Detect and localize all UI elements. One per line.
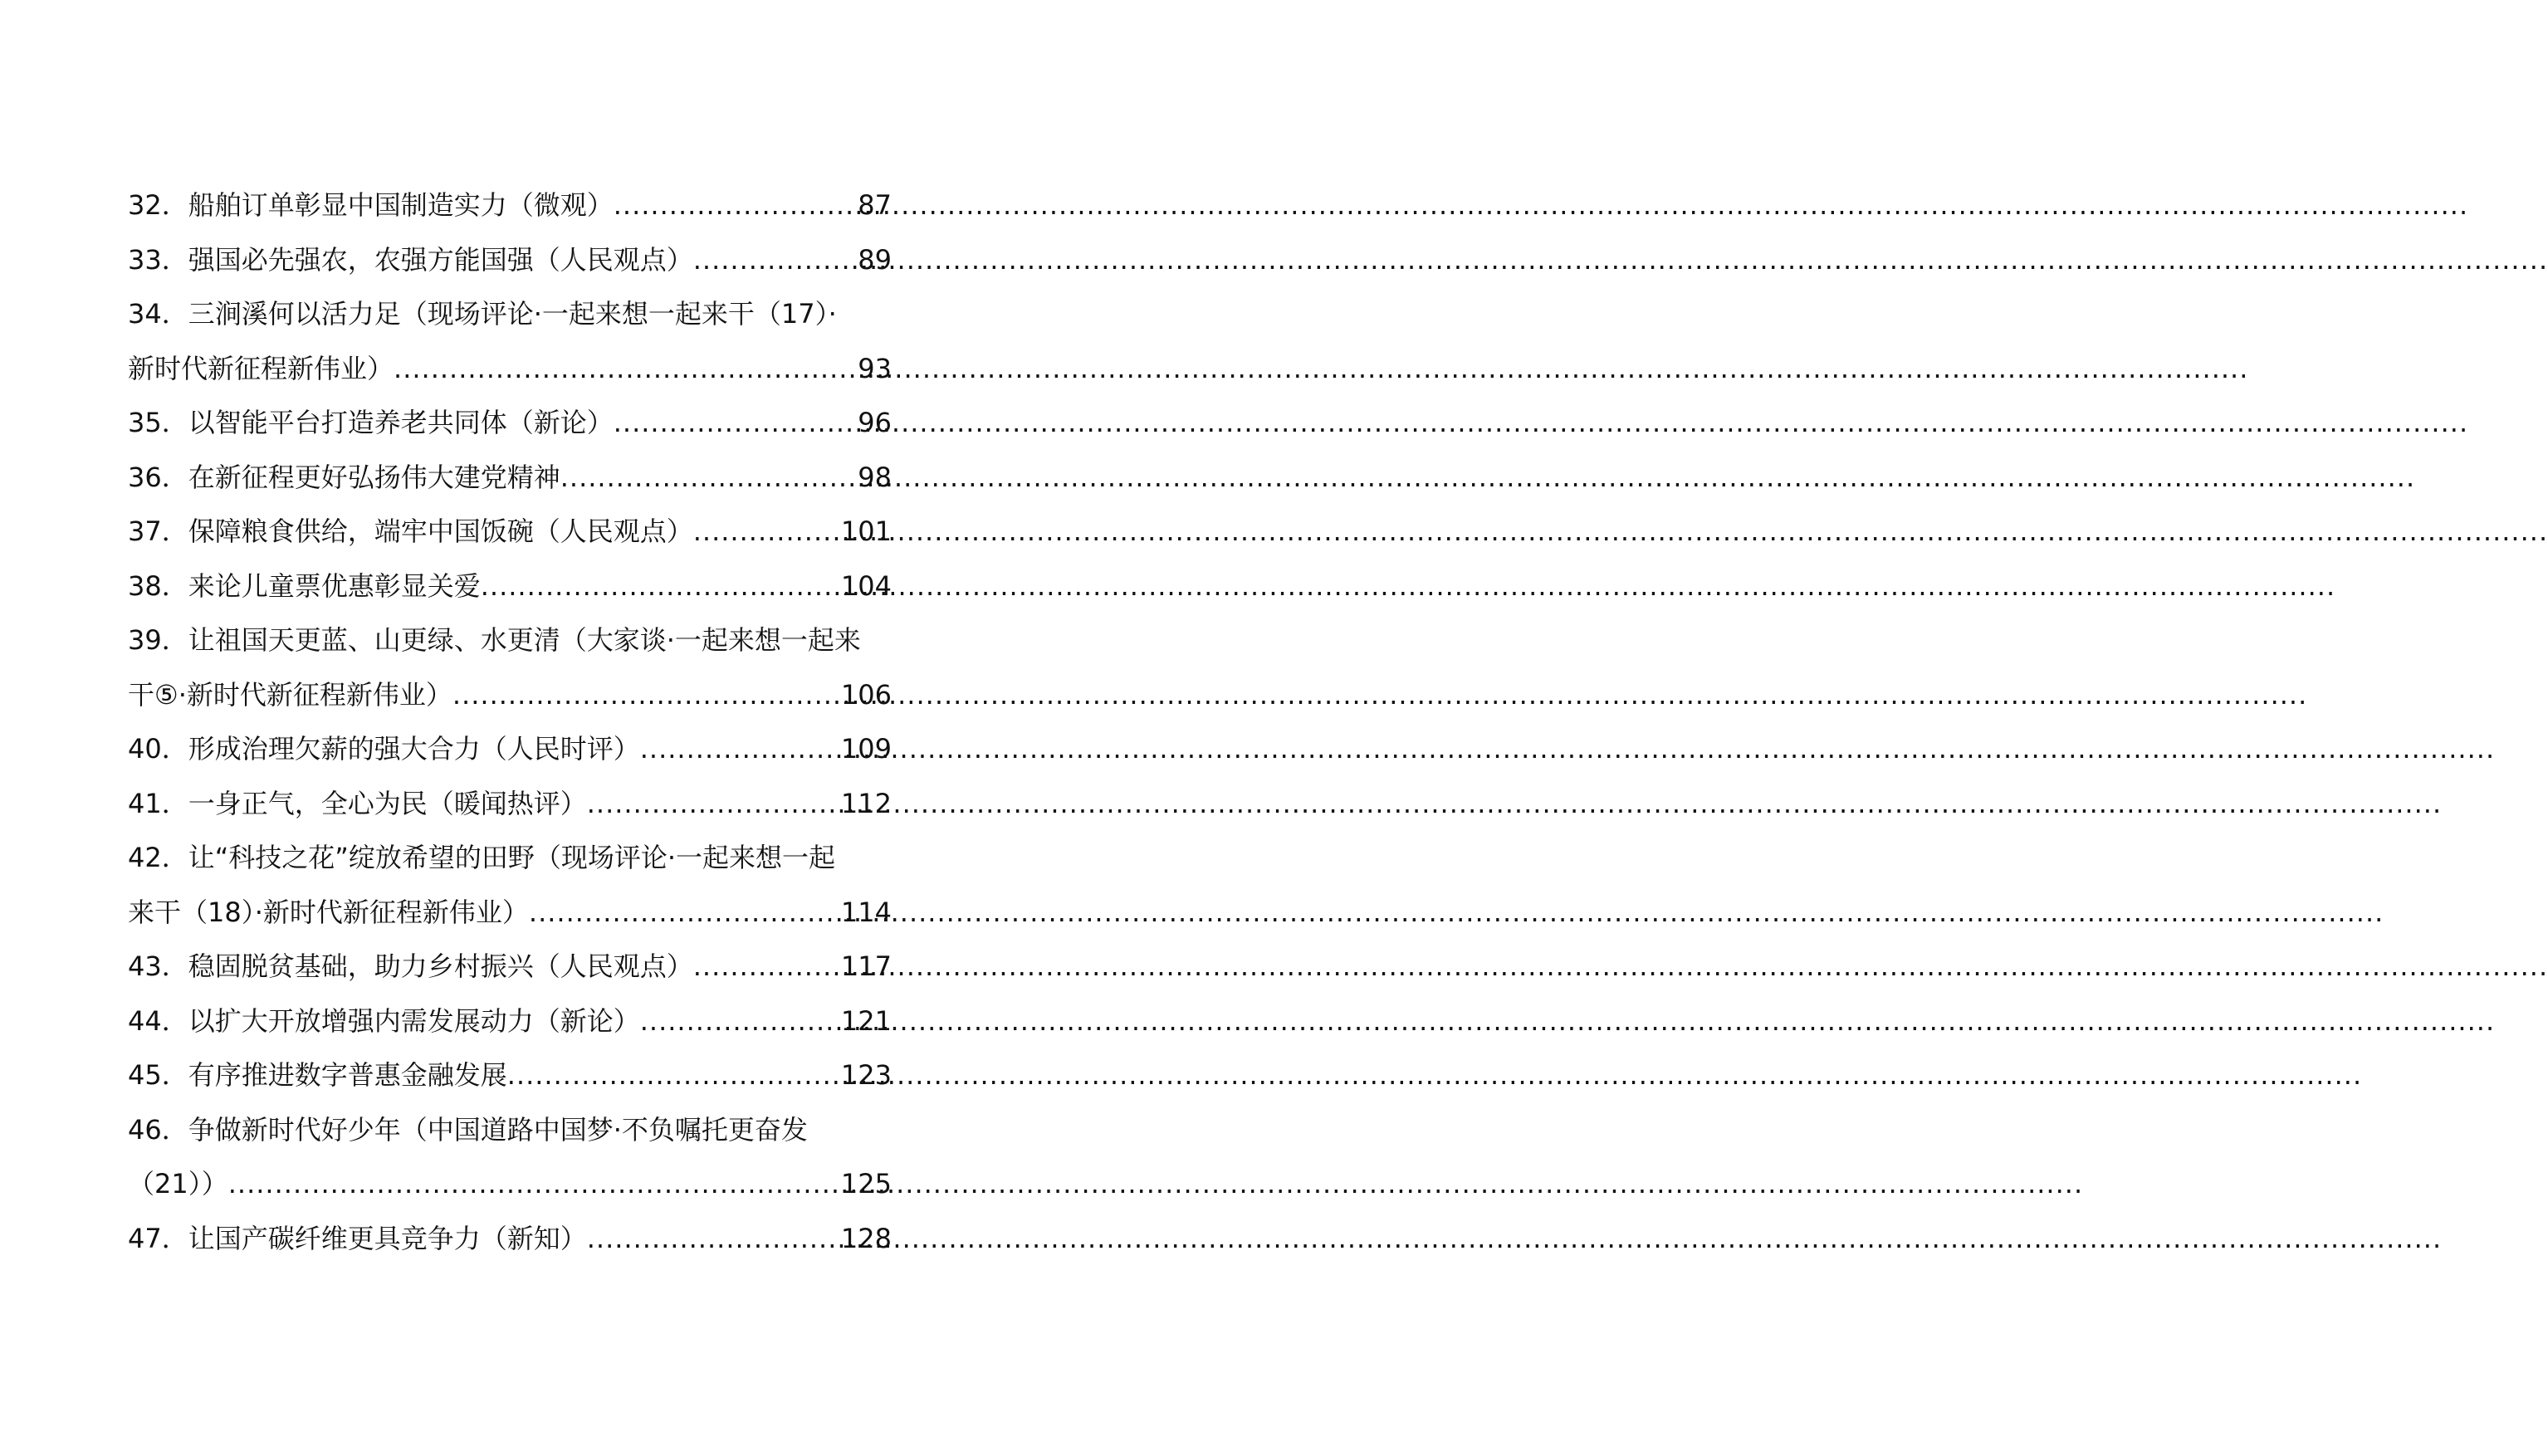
toc-entry-line[interactable] — [128, 233, 905, 288]
dot-leader — [529, 886, 841, 941]
toc-entry-line[interactable] — [128, 451, 905, 506]
toc-entry-line[interactable] — [128, 722, 905, 777]
toc-page-number: 106 — [840, 678, 892, 711]
toc-entry-number: 44 — [128, 1004, 162, 1037]
toc-entry-number: 41 — [128, 787, 162, 819]
toc-entry-number: 45 — [128, 1059, 162, 1091]
toc-entry-title: ．有序推进数字普惠金融发展 — [161, 1059, 507, 1091]
toc-entry-line[interactable] — [128, 613, 905, 668]
dot-leader — [693, 505, 841, 559]
toc-entry-number: 47 — [128, 1222, 162, 1254]
toc-entry-title: ．让祖国天更蓝、山更绿、水更清（大家谈·一起来想一起来 — [161, 624, 861, 656]
toc-entry-number: 39 — [128, 624, 162, 656]
toc-entry-title: 来干（18）·新时代新征程新伟业） — [128, 896, 529, 928]
toc-entry-number: 37 — [128, 515, 162, 547]
toc-entry-title: ．三涧溪何以活力足（现场评论·一起来想一起来干（17）· — [161, 298, 837, 330]
toc-entry-line[interactable] — [128, 178, 905, 233]
toc-entry-title: ．以扩大开放增强内需发展动力（新论） — [161, 1004, 640, 1037]
toc-page-number: 96 — [858, 407, 892, 438]
toc-entry-line[interactable] — [128, 1212, 905, 1267]
toc-entry-title: （21）） — [128, 1168, 228, 1199]
table-of-contents — [128, 178, 905, 1266]
toc-page-number: 87 — [858, 189, 892, 221]
toc-entry-line[interactable] — [128, 777, 905, 832]
toc-page-number: 93 — [858, 352, 892, 384]
toc-entry-title: ．一身正气，全心为民（暖闻热评） — [161, 787, 587, 819]
dot-leader — [640, 994, 841, 1049]
dot-leader — [640, 722, 841, 777]
toc-entry-title: 新时代新征程新伟业） — [128, 352, 394, 384]
dot-leader — [560, 451, 858, 506]
toc-entry-title: ．来论儿童票优惠彰显关爱 — [161, 569, 481, 602]
toc-entry-line[interactable] — [128, 1157, 905, 1212]
toc-entry-number: 34 — [128, 298, 162, 330]
toc-page-number: 114 — [840, 896, 892, 928]
toc-entry-line[interactable] — [128, 668, 905, 723]
toc-entry-number: 43 — [128, 950, 162, 982]
dot-leader — [614, 178, 858, 233]
toc-page-number: 104 — [840, 569, 892, 602]
toc-entry-title: ．稳固脱贫基础，助力乡村振兴（人民观点） — [161, 950, 693, 982]
toc-entry-number: 42 — [128, 842, 162, 873]
toc-page-number: 123 — [840, 1059, 892, 1091]
toc-page-number: 98 — [858, 461, 892, 493]
toc-entry-line[interactable] — [128, 559, 905, 614]
dot-leader — [614, 396, 858, 451]
toc-entry-title: ．让“科技之花”绽放希望的田野（现场评论·一起来想一起 — [161, 842, 836, 873]
toc-entry-line[interactable] — [128, 940, 905, 994]
toc-entry-line[interactable] — [128, 505, 905, 559]
toc-page-number: 112 — [840, 787, 892, 819]
toc-entry-line[interactable] — [128, 396, 905, 451]
toc-entry-title: ．争做新时代好少年（中国道路中国梦·不负嘱托更奋发 — [161, 1113, 808, 1146]
dot-leader — [228, 1157, 841, 1212]
toc-entry-number: 36 — [128, 461, 162, 493]
toc-entry-title: ．以智能平台打造养老共同体（新论） — [161, 407, 614, 438]
toc-entry-line[interactable] — [128, 1048, 905, 1103]
toc-page-number: 121 — [840, 1004, 892, 1037]
toc-entry-title: ．强国必先强农，农强方能国强（人民观点） — [161, 243, 693, 276]
toc-page-number: 128 — [840, 1222, 892, 1254]
toc-entry-title: ．让国产碳纤维更具竞争力（新知） — [161, 1222, 587, 1254]
toc-entry-number: 46 — [128, 1113, 162, 1146]
toc-entry-line[interactable] — [128, 287, 905, 342]
toc-page-number: 125 — [840, 1168, 892, 1199]
dot-leader — [481, 559, 841, 614]
dot-leader — [587, 1212, 841, 1267]
toc-entry-number: 40 — [128, 733, 162, 765]
toc-entry-number: 38 — [128, 569, 162, 602]
toc-page-number: 89 — [858, 243, 892, 276]
toc-entry-number: 33 — [128, 243, 162, 276]
toc-entry-line[interactable] — [128, 886, 905, 941]
dot-leader — [507, 1048, 841, 1103]
toc-page-number: 117 — [840, 950, 892, 982]
toc-entry-line[interactable] — [128, 994, 905, 1049]
dot-leader — [394, 342, 858, 397]
toc-entry-title: ．船舶订单彰显中国制造实力（微观） — [161, 189, 614, 221]
dot-leader — [587, 777, 841, 832]
toc-entry-title: ．形成治理欠薪的强大合力（人民时评） — [161, 733, 640, 765]
toc-entry-line[interactable] — [128, 831, 905, 886]
toc-page-number: 109 — [840, 733, 892, 765]
toc-entry-line[interactable] — [128, 1103, 905, 1158]
toc-entry-title: 干⑤·新时代新征程新伟业） — [128, 678, 452, 711]
toc-entry-number: 35 — [128, 407, 162, 438]
dot-leader — [452, 668, 841, 723]
dot-leader — [693, 940, 841, 994]
toc-page-number: 101 — [840, 515, 892, 547]
toc-entry-title: ．在新征程更好弘扬伟大建党精神 — [161, 461, 560, 493]
toc-entry-number: 32 — [128, 189, 162, 221]
dot-leader — [693, 233, 858, 288]
toc-entry-line[interactable] — [128, 342, 905, 397]
toc-entry-title: ．保障粮食供给，端牢中国饭碗（人民观点） — [161, 515, 693, 547]
